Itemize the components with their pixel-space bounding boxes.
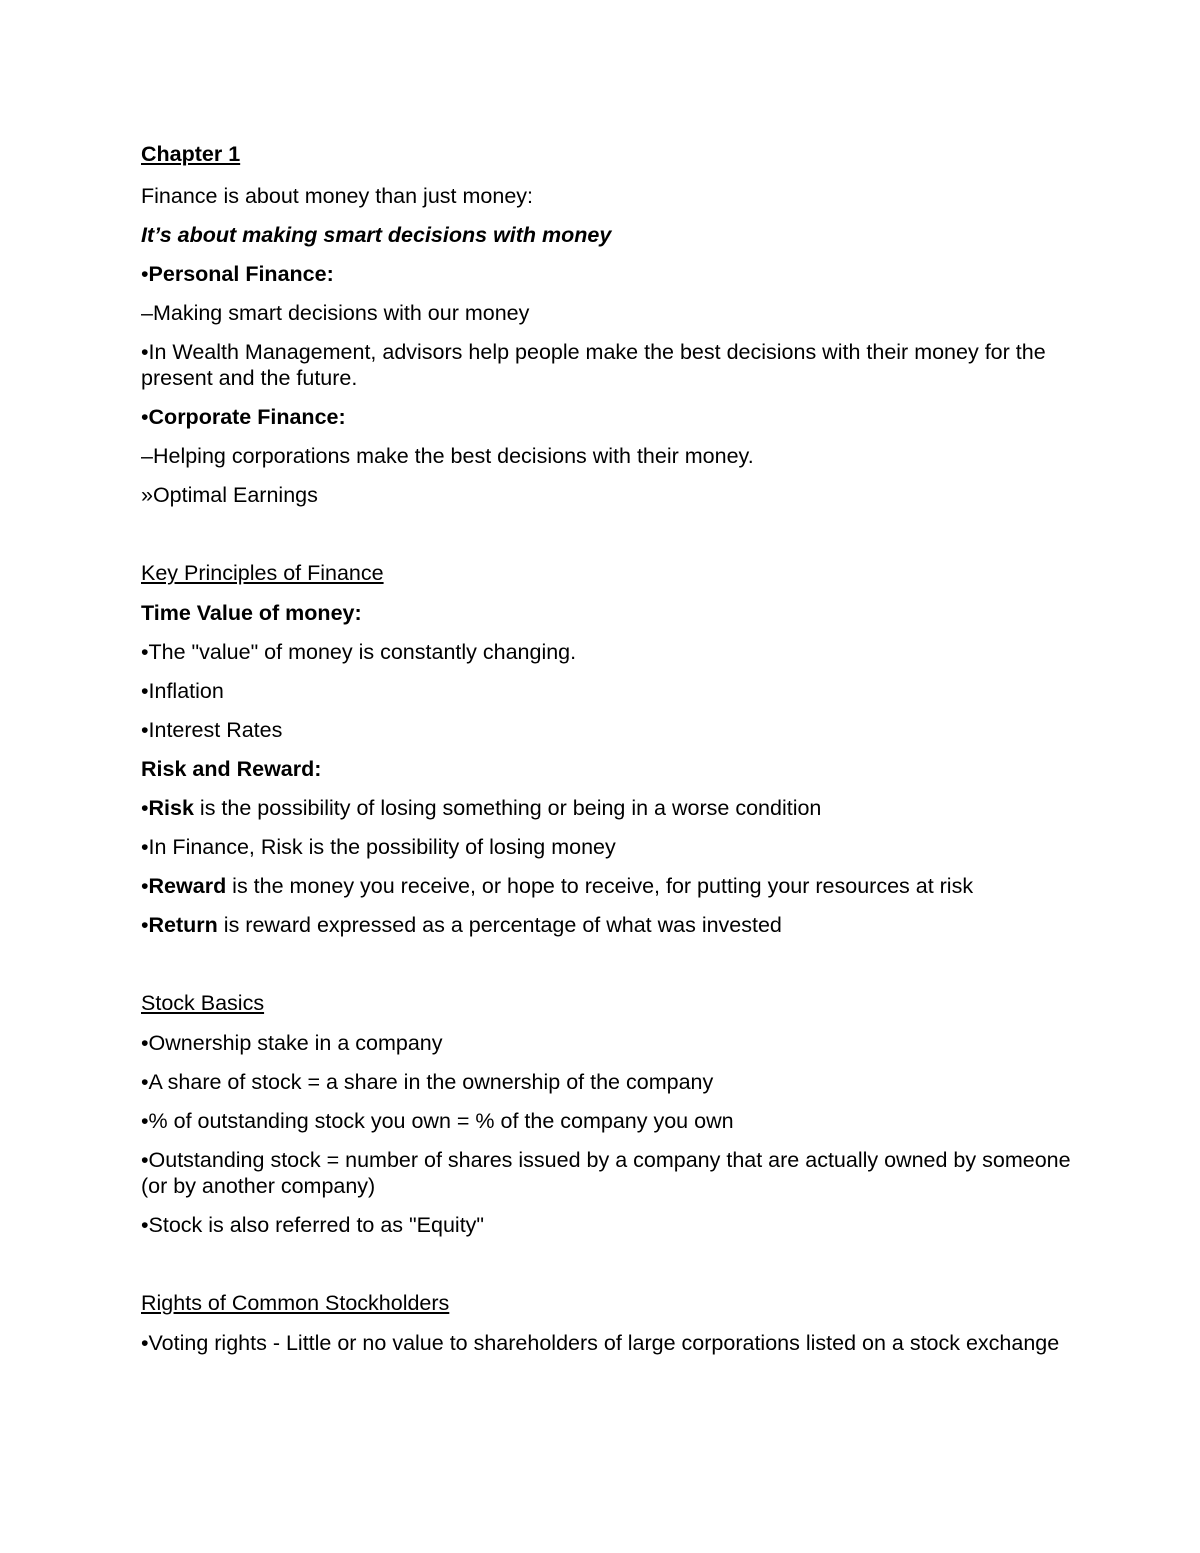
personal-finance-line: –Making smart decisions with our money [141,301,530,325]
definition: is the money you receive, or hope to receive, for putting your resources at risk [226,874,974,898]
term: Return [148,913,218,937]
list-item: •Inflation [141,679,224,703]
bullet: • [141,796,149,820]
list-item: •The "value" of money is constantly changing. [141,640,577,664]
risk-heading: Risk and Reward: [141,757,322,781]
heading-text: Corporate Finance: [148,405,346,429]
list-item: •In Finance, Risk is the possibility of losing money [141,835,616,859]
chapter-title: Chapter 1 [141,142,241,166]
list-item: •Interest Rates [141,718,283,742]
list-item: •A share of stock = a share in the ownership of the company [141,1070,714,1094]
term: Reward [148,874,227,898]
intro-emphasis: It’s about making smart decisions with money [141,223,612,247]
document-page [141,141,1071,1369]
list-item: •Outstanding stock = number of shares issued by a company that are actually owned by someone (or by another company) [141,1148,1071,1198]
heading-text: Personal Finance: [148,262,334,286]
list-item [141,912,1071,938]
corporate-finance-heading [141,404,1071,430]
term: Risk [148,796,194,820]
list-item: •Voting rights - Little or no value to shareholders of large corporations listed on a stock exchange [141,1331,1060,1355]
bullet: • [141,874,149,898]
bullet: • [141,405,149,429]
section-heading-stock-basics: Stock Basics [141,991,265,1015]
definition: is the possibility of losing something or being in a worse condition [193,796,822,820]
corporate-finance-line: »Optimal Earnings [141,483,318,507]
section-heading-rights: Rights of Common Stockholders [141,1291,450,1315]
intro-line: Finance is about money than just money: [141,184,533,208]
list-item [141,795,1071,821]
list-item: •% of outstanding stock you own = % of the company you own [141,1109,734,1133]
list-item [141,873,1071,899]
personal-finance-line: •In Wealth Management, advisors help people make the best decisions with their money for the present and the future. [141,340,1046,390]
corporate-finance-line: –Helping corporations make the best decisions with their money. [141,444,754,468]
definition: is reward expressed as a percentage of what was invested [217,913,782,937]
list-item: •Ownership stake in a company [141,1031,443,1055]
bullet: • [141,913,149,937]
list-item: •Stock is also referred to as "Equity" [141,1213,485,1237]
bullet: • [141,262,149,286]
tvm-heading: Time Value of money: [141,601,362,625]
personal-finance-heading [141,261,1071,287]
section-heading-key-principles: Key Principles of Finance [141,561,384,585]
